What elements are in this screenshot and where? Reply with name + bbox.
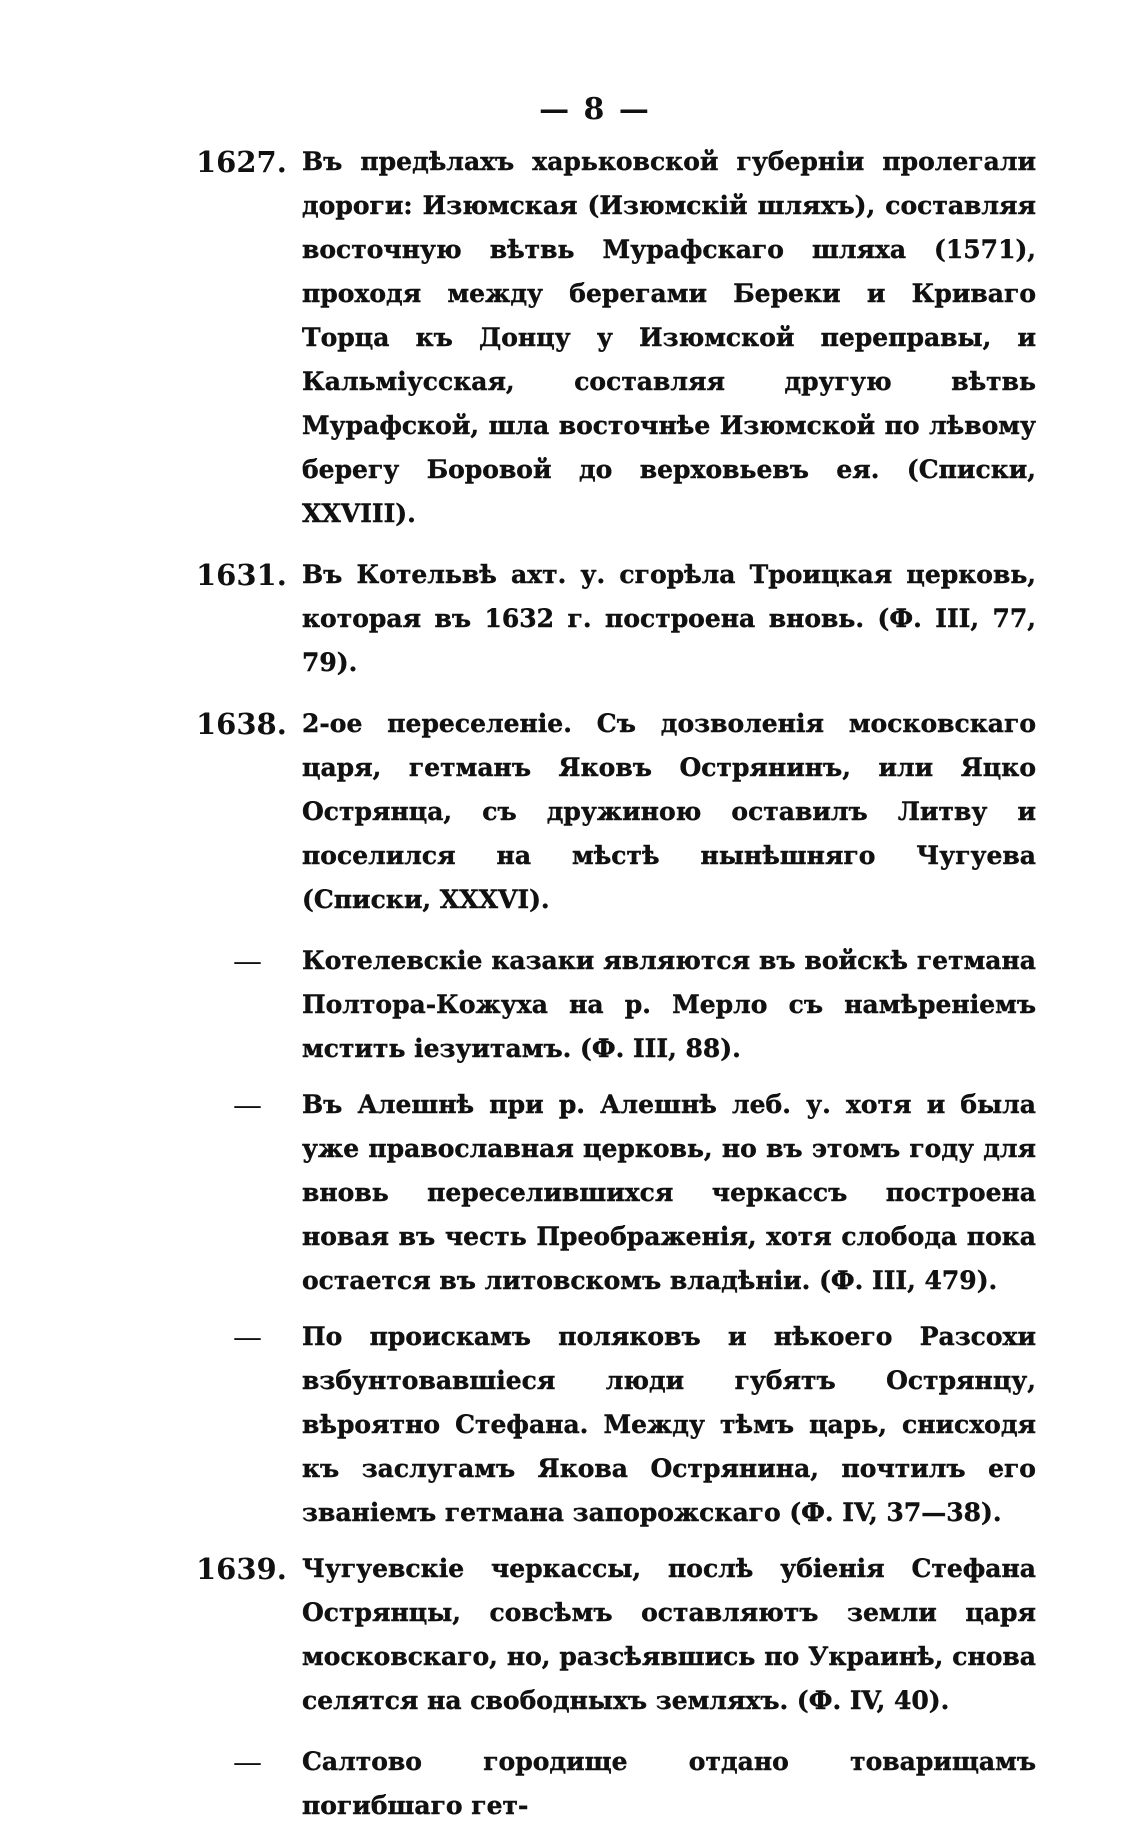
- entry-dash: —: [233, 944, 262, 978]
- entry-text: Въ Алешнѣ при р. Алешнѣ леб. у. хотя и была уже православная церковь, но въ этомъ году для вновь переселившихся черкассъ построена новая въ честь Преображенія, хотя слобода пока остается въ литовскомъ владѣніи. (Ф. III, 479).: [302, 1090, 1036, 1295]
- entry-text: Въ предѣлахъ харьковской губерніи пролегали дороги: Изюмская (Изюмскій шляхъ), составляя восточную вѣтвь Мурафскаго шляха (1571), проходя между берегами Береки и Криваго Торца къ Донцу у Изюмской переправы, и Кальміусская, составляя другую вѣтвь Мурафской, шла восточнѣе Изюмской по лѣвому берегу Боровой до верховьевъ ея. (Списки, XXVIII).: [302, 147, 1036, 528]
- entry-1631: [196, 553, 1036, 685]
- entry-dash: —: [233, 1320, 262, 1354]
- entry-1627: [196, 140, 1036, 536]
- entry-year: 1639.: [196, 1552, 287, 1586]
- chronicle-entries: [196, 140, 1036, 1840]
- page-number: — 8 —: [539, 92, 651, 127]
- entry-text: 2-ое переселеніе. Съ дозволенія московскаго царя, гетманъ Яковъ Острянинъ, или Яцко Острянца, съ дружиною оставилъ Литву и поселился на мѣстѣ нынѣшняго Чугуева (Списки, XXXVI).: [302, 709, 1036, 914]
- entry-text: Котелевскіе казаки являются въ войскѣ гетмана Полтора-Кожуха на р. Мерло съ намѣреніемъ мстить іезуитамъ. (Ф. III, 88).: [302, 946, 1036, 1063]
- entry-text: Въ Котельвѣ ахт. у. сгорѣла Троицкая церковь, которая въ 1632 г. построена вновь. (Ф. III, 77, 79).: [302, 560, 1036, 677]
- entry-year: 1638.: [196, 707, 287, 741]
- entry-year: 1627.: [196, 145, 287, 179]
- entry-1638-ostryanitsa: [196, 1315, 1036, 1535]
- entry-year: 1631.: [196, 558, 287, 592]
- entry-1638-aleshnya: [196, 1083, 1036, 1303]
- entry-text: По проискамъ поляковъ и нѣкоего Разсохи взбунтовавшіеся люди губятъ Острянцу, вѣроятно Стефана. Между тѣмъ царь, снисходя къ заслугамъ Якова Острянина, почтилъ его званіемъ гетмана запорожскаго (Ф. IV, 37—38).: [302, 1322, 1036, 1527]
- entry-1638: [196, 702, 1036, 922]
- entry-text: Салтово городище отдано товарищамъ погибшаго гет-: [302, 1747, 1036, 1820]
- entry-1638-kotelva: [196, 939, 1036, 1071]
- entry-text: Чугуевскіе черкассы, послѣ убіенія Стефана Острянцы, совсѣмъ оставляютъ земли царя московскаго, но, разсѣявшись по Украинѣ, снова селятся на свободныхъ земляхъ. (Ф. IV, 40).: [302, 1554, 1036, 1715]
- entry-dash: —: [233, 1088, 262, 1122]
- entry-1639-saltovo: [196, 1740, 1036, 1828]
- entry-dash: —: [233, 1745, 262, 1779]
- entry-1639: [196, 1547, 1036, 1723]
